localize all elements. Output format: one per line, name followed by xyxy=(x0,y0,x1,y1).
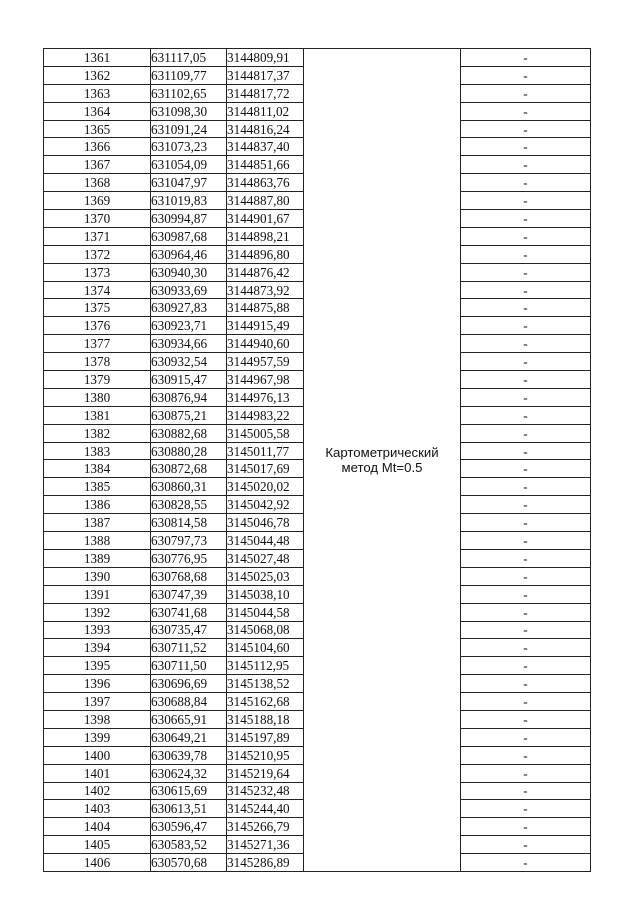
y-coordinate-cell: 3145044,48 xyxy=(227,532,304,550)
point-number-cell: 1387 xyxy=(44,514,151,532)
point-number-cell: 1390 xyxy=(44,567,151,585)
description-cell: - xyxy=(461,585,591,603)
point-number-cell: 1383 xyxy=(44,442,151,460)
y-coordinate-cell: 3144976,13 xyxy=(227,388,304,406)
y-coordinate-cell: 3145286,89 xyxy=(227,854,304,872)
point-number-cell: 1380 xyxy=(44,388,151,406)
x-coordinate-cell: 630735,47 xyxy=(151,621,227,639)
x-coordinate-cell: 631098,30 xyxy=(151,102,227,120)
point-number-cell: 1376 xyxy=(44,317,151,335)
y-coordinate-cell: 3144809,91 xyxy=(227,49,304,67)
point-number-cell: 1375 xyxy=(44,299,151,317)
y-coordinate-cell: 3145188,18 xyxy=(227,710,304,728)
description-cell: - xyxy=(461,693,591,711)
y-coordinate-cell: 3144901,67 xyxy=(227,210,304,228)
point-number-cell: 1369 xyxy=(44,192,151,210)
x-coordinate-cell: 631073,23 xyxy=(151,138,227,156)
x-coordinate-cell: 631102,65 xyxy=(151,84,227,102)
x-coordinate-cell: 630882,68 xyxy=(151,424,227,442)
method-label-line-2: метод Mt=0.5 xyxy=(341,459,423,475)
description-cell: - xyxy=(461,836,591,854)
y-coordinate-cell: 3145244,40 xyxy=(227,800,304,818)
point-number-cell: 1395 xyxy=(44,657,151,675)
point-number-cell: 1402 xyxy=(44,782,151,800)
x-coordinate-cell: 630649,21 xyxy=(151,728,227,746)
x-coordinate-cell: 630927,83 xyxy=(151,299,227,317)
point-number-cell: 1403 xyxy=(44,800,151,818)
y-coordinate-cell: 3145011,77 xyxy=(227,442,304,460)
determination-method-cell xyxy=(304,49,461,872)
x-coordinate-cell: 630711,52 xyxy=(151,639,227,657)
point-number-cell: 1361 xyxy=(44,49,151,67)
x-coordinate-cell: 630688,84 xyxy=(151,693,227,711)
x-coordinate-cell: 630934,66 xyxy=(151,335,227,353)
x-coordinate-cell: 630776,95 xyxy=(151,549,227,567)
x-coordinate-cell: 630570,68 xyxy=(151,854,227,872)
x-coordinate-cell: 630923,71 xyxy=(151,317,227,335)
point-number-cell: 1367 xyxy=(44,156,151,174)
y-coordinate-cell: 3145232,48 xyxy=(227,782,304,800)
description-cell: - xyxy=(461,639,591,657)
point-number-cell: 1368 xyxy=(44,174,151,192)
y-coordinate-cell: 3144816,24 xyxy=(227,120,304,138)
y-coordinate-cell: 3145210,95 xyxy=(227,746,304,764)
point-number-cell: 1378 xyxy=(44,353,151,371)
y-coordinate-cell: 3145005,58 xyxy=(227,424,304,442)
y-coordinate-cell: 3144851,66 xyxy=(227,156,304,174)
point-number-cell: 1366 xyxy=(44,138,151,156)
point-number-cell: 1406 xyxy=(44,854,151,872)
method-label-line-1: Картометрический xyxy=(325,444,439,460)
point-number-cell: 1396 xyxy=(44,675,151,693)
x-coordinate-cell: 630639,78 xyxy=(151,746,227,764)
y-coordinate-cell: 3144983,22 xyxy=(227,406,304,424)
y-coordinate-cell: 3144863,76 xyxy=(227,174,304,192)
point-number-cell: 1384 xyxy=(44,460,151,478)
y-coordinate-cell: 3145162,68 xyxy=(227,693,304,711)
x-coordinate-cell: 630696,69 xyxy=(151,675,227,693)
description-cell: - xyxy=(461,746,591,764)
description-cell: - xyxy=(461,66,591,84)
x-coordinate-cell: 630964,46 xyxy=(151,245,227,263)
y-coordinate-cell: 3145025,03 xyxy=(227,567,304,585)
description-cell: - xyxy=(461,657,591,675)
point-number-cell: 1371 xyxy=(44,227,151,245)
y-coordinate-cell: 3145046,78 xyxy=(227,514,304,532)
y-coordinate-cell: 3144817,37 xyxy=(227,66,304,84)
y-coordinate-cell: 3145020,02 xyxy=(227,478,304,496)
y-coordinate-cell: 3145266,79 xyxy=(227,818,304,836)
description-cell: - xyxy=(461,675,591,693)
x-coordinate-cell: 630915,47 xyxy=(151,371,227,389)
coordinates-table-body xyxy=(44,49,591,872)
x-coordinate-cell: 630994,87 xyxy=(151,210,227,228)
x-coordinate-cell: 630665,91 xyxy=(151,710,227,728)
description-cell: - xyxy=(461,514,591,532)
description-cell: - xyxy=(461,603,591,621)
y-coordinate-cell: 3145017,69 xyxy=(227,460,304,478)
description-cell: - xyxy=(461,263,591,281)
point-number-cell: 1385 xyxy=(44,478,151,496)
x-coordinate-cell: 630880,28 xyxy=(151,442,227,460)
x-coordinate-cell: 630624,32 xyxy=(151,764,227,782)
y-coordinate-cell: 3145271,36 xyxy=(227,836,304,854)
description-cell: - xyxy=(461,800,591,818)
description-cell: - xyxy=(461,782,591,800)
description-cell: - xyxy=(461,84,591,102)
point-number-cell: 1382 xyxy=(44,424,151,442)
x-coordinate-cell: 631019,83 xyxy=(151,192,227,210)
description-cell: - xyxy=(461,818,591,836)
y-coordinate-cell: 3145112,95 xyxy=(227,657,304,675)
point-number-cell: 1404 xyxy=(44,818,151,836)
coordinates-table xyxy=(43,48,591,872)
description-cell: - xyxy=(461,353,591,371)
description-cell: - xyxy=(461,174,591,192)
description-cell: - xyxy=(461,227,591,245)
x-coordinate-cell: 630828,55 xyxy=(151,496,227,514)
point-number-cell: 1373 xyxy=(44,263,151,281)
point-number-cell: 1401 xyxy=(44,764,151,782)
x-coordinate-cell: 631091,24 xyxy=(151,120,227,138)
description-cell: - xyxy=(461,192,591,210)
x-coordinate-cell: 631117,05 xyxy=(151,49,227,67)
x-coordinate-cell: 630987,68 xyxy=(151,227,227,245)
point-number-cell: 1372 xyxy=(44,245,151,263)
y-coordinate-cell: 3144896,80 xyxy=(227,245,304,263)
point-number-cell: 1364 xyxy=(44,102,151,120)
y-coordinate-cell: 3144898,21 xyxy=(227,227,304,245)
description-cell: - xyxy=(461,49,591,67)
x-coordinate-cell: 630814,58 xyxy=(151,514,227,532)
point-number-cell: 1363 xyxy=(44,84,151,102)
point-number-cell: 1386 xyxy=(44,496,151,514)
description-cell: - xyxy=(461,138,591,156)
y-coordinate-cell: 3144967,98 xyxy=(227,371,304,389)
description-cell: - xyxy=(461,532,591,550)
x-coordinate-cell: 630932,54 xyxy=(151,353,227,371)
point-number-cell: 1398 xyxy=(44,710,151,728)
x-coordinate-cell: 630711,50 xyxy=(151,657,227,675)
description-cell: - xyxy=(461,317,591,335)
description-cell: - xyxy=(461,424,591,442)
point-number-cell: 1392 xyxy=(44,603,151,621)
description-cell: - xyxy=(461,120,591,138)
x-coordinate-cell: 630797,73 xyxy=(151,532,227,550)
x-coordinate-cell: 630876,94 xyxy=(151,388,227,406)
y-coordinate-cell: 3144876,42 xyxy=(227,263,304,281)
point-number-cell: 1374 xyxy=(44,281,151,299)
point-number-cell: 1397 xyxy=(44,693,151,711)
y-coordinate-cell: 3145042,92 xyxy=(227,496,304,514)
x-coordinate-cell: 630583,52 xyxy=(151,836,227,854)
description-cell: - xyxy=(461,281,591,299)
description-cell: - xyxy=(461,442,591,460)
x-coordinate-cell: 630860,31 xyxy=(151,478,227,496)
description-cell: - xyxy=(461,549,591,567)
description-cell: - xyxy=(461,156,591,174)
description-cell: - xyxy=(461,406,591,424)
y-coordinate-cell: 3144875,88 xyxy=(227,299,304,317)
point-number-cell: 1379 xyxy=(44,371,151,389)
point-number-cell: 1394 xyxy=(44,639,151,657)
y-coordinate-cell: 3145197,89 xyxy=(227,728,304,746)
point-number-cell: 1400 xyxy=(44,746,151,764)
description-cell: - xyxy=(461,621,591,639)
description-cell: - xyxy=(461,496,591,514)
description-cell: - xyxy=(461,102,591,120)
y-coordinate-cell: 3144873,92 xyxy=(227,281,304,299)
table-row xyxy=(44,49,591,67)
y-coordinate-cell: 3145068,08 xyxy=(227,621,304,639)
y-coordinate-cell: 3144940,60 xyxy=(227,335,304,353)
point-number-cell: 1377 xyxy=(44,335,151,353)
x-coordinate-cell: 630933,69 xyxy=(151,281,227,299)
x-coordinate-cell: 630872,68 xyxy=(151,460,227,478)
point-number-cell: 1365 xyxy=(44,120,151,138)
y-coordinate-cell: 3145219,64 xyxy=(227,764,304,782)
x-coordinate-cell: 630940,30 xyxy=(151,263,227,281)
point-number-cell: 1370 xyxy=(44,210,151,228)
description-cell: - xyxy=(461,764,591,782)
point-number-cell: 1399 xyxy=(44,728,151,746)
description-cell: - xyxy=(461,335,591,353)
point-number-cell: 1362 xyxy=(44,66,151,84)
description-cell: - xyxy=(461,245,591,263)
description-cell: - xyxy=(461,460,591,478)
x-coordinate-cell: 631047,97 xyxy=(151,174,227,192)
y-coordinate-cell: 3145038,10 xyxy=(227,585,304,603)
y-coordinate-cell: 3145044,58 xyxy=(227,603,304,621)
point-number-cell: 1388 xyxy=(44,532,151,550)
description-cell: - xyxy=(461,728,591,746)
description-cell: - xyxy=(461,854,591,872)
y-coordinate-cell: 3144817,72 xyxy=(227,84,304,102)
y-coordinate-cell: 3144811,02 xyxy=(227,102,304,120)
description-cell: - xyxy=(461,388,591,406)
point-number-cell: 1393 xyxy=(44,621,151,639)
description-cell: - xyxy=(461,710,591,728)
x-coordinate-cell: 630615,69 xyxy=(151,782,227,800)
x-coordinate-cell: 630768,68 xyxy=(151,567,227,585)
x-coordinate-cell: 630613,51 xyxy=(151,800,227,818)
y-coordinate-cell: 3144837,40 xyxy=(227,138,304,156)
y-coordinate-cell: 3145027,48 xyxy=(227,549,304,567)
y-coordinate-cell: 3144957,59 xyxy=(227,353,304,371)
description-cell: - xyxy=(461,299,591,317)
y-coordinate-cell: 3145138,52 xyxy=(227,675,304,693)
point-number-cell: 1389 xyxy=(44,549,151,567)
y-coordinate-cell: 3144887,80 xyxy=(227,192,304,210)
description-cell: - xyxy=(461,210,591,228)
point-number-cell: 1391 xyxy=(44,585,151,603)
y-coordinate-cell: 3144915,49 xyxy=(227,317,304,335)
description-cell: - xyxy=(461,371,591,389)
x-coordinate-cell: 631054,09 xyxy=(151,156,227,174)
x-coordinate-cell: 630747,39 xyxy=(151,585,227,603)
y-coordinate-cell: 3145104,60 xyxy=(227,639,304,657)
x-coordinate-cell: 630875,21 xyxy=(151,406,227,424)
x-coordinate-cell: 631109,77 xyxy=(151,66,227,84)
x-coordinate-cell: 630596,47 xyxy=(151,818,227,836)
description-cell: - xyxy=(461,567,591,585)
point-number-cell: 1381 xyxy=(44,406,151,424)
x-coordinate-cell: 630741,68 xyxy=(151,603,227,621)
point-number-cell: 1405 xyxy=(44,836,151,854)
description-cell: - xyxy=(461,478,591,496)
